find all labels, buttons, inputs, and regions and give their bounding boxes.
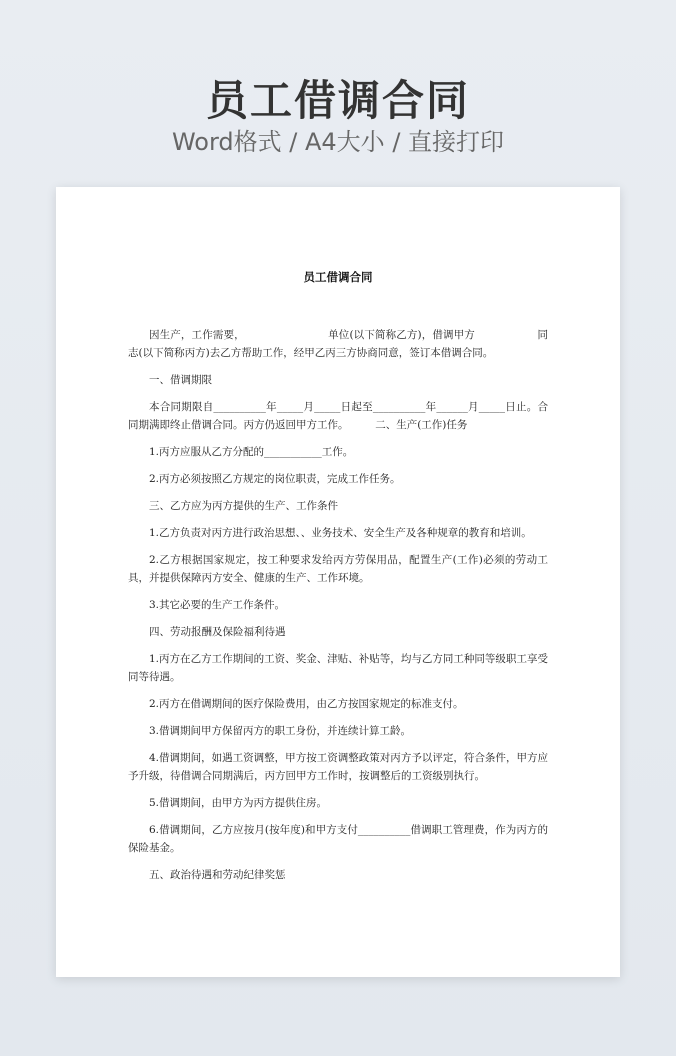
paragraph: 2.乙方根据国家规定，按工种要求发给丙方劳保用品，配置生产(工作)必须的劳动工具，并提供保障丙方安全、健康的生产、工作环境。: [128, 554, 548, 584]
paragraph: 1.乙方负责对丙方进行政治思想、、业务技术、安全生产及各种规章的教育和培训。: [149, 527, 532, 539]
paragraph: 6.借调期间，乙方应按月(按年度)和甲方支付__________借调职工管理费，作为丙方的保险基金。: [128, 824, 548, 854]
paragraph: 本合同期限自__________年_____月_____日起至__________年______月_____日止。合同期满即终止借调合同。丙方仍返回甲方工作。 二、生产(工作)任务: [128, 401, 548, 431]
paragraph: 3.其它必要的生产工作条件。: [149, 599, 286, 611]
paragraph: 2.丙方在借调期间的医疗保险费用，由乙方按国家规定的标准支付。: [149, 698, 464, 710]
paragraph: 5.借调期间，由甲方为丙方提供住房。: [149, 797, 328, 809]
document-title: 员工借调合同: [303, 270, 373, 284]
document-body: [128, 326, 548, 893]
section-heading: 一、借调期限: [149, 374, 212, 386]
document-page: [56, 187, 620, 977]
paragraph: 3.借调期间甲方保留丙方的职工身份，并连续计算工龄。: [149, 725, 412, 737]
paragraph: 4.借调期间，如遇工资调整，甲方按工资调整政策对丙方予以评定，符合条件，甲方应予升级，待借调合同期满后，丙方回甲方工作时，按调整后的工资级别执行。: [128, 752, 548, 782]
paragraph: 2.丙方必须按照乙方规定的岗位职责，完成工作任务。: [149, 473, 401, 485]
section-heading: 三、乙方应为丙方提供的生产、工作条件: [149, 500, 338, 512]
section-heading: 五、政治待遇和劳动纪律奖惩: [149, 869, 286, 881]
header-subtitle: Word格式 / A4大小 / 直接打印: [171, 128, 505, 156]
paragraph: 1.丙方应服从乙方分配的___________工作。: [149, 446, 354, 458]
section-heading: 四、劳动报酬及保险福利待遇: [149, 626, 286, 638]
header-title: 员工借调合同: [205, 76, 470, 125]
paragraph: 因生产，工作需要， 单位(以下简称乙方)，借调甲方 同志(以下简称丙方)去乙方帮助工作，经甲乙丙三方协商同意，签订本借调合同。: [128, 329, 548, 359]
paragraph: 1.丙方在乙方工作期间的工资、奖金、津贴、补贴等，均与乙方同工种同等级职工享受同等待遇。: [128, 653, 548, 683]
